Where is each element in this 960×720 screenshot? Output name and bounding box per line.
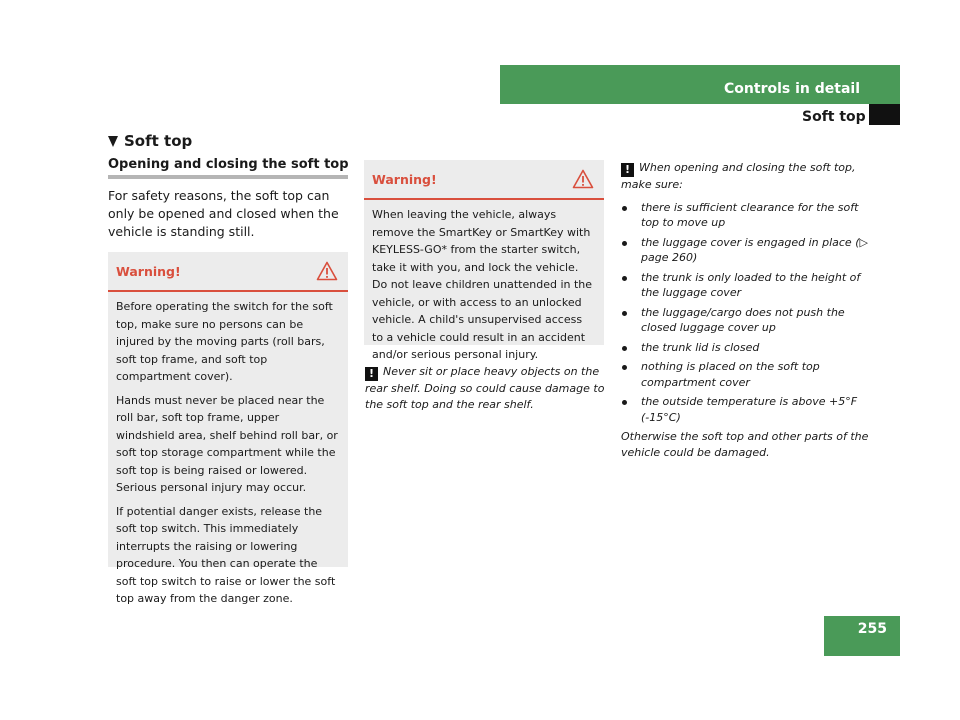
warning-paragraph: If potential danger exists, release the soft top switch. This immediately interrupts the raising or lowering procedure. You then can operate the soft top switch to raise or lower the soft top away from the danger zone. [116,504,336,605]
list-item-text: there is sufficient clearance for the soft top to move up [641,200,859,229]
main-heading [108,132,192,150]
list-item-text: the luggage cover is engaged in place (▷ page 260) [641,235,868,264]
main-heading-text: Soft top [124,132,193,150]
bullet-icon [622,346,627,351]
exclamation-icon: ! [621,163,634,177]
bullet-icon [622,241,627,246]
list-item [621,270,871,301]
note-intro-text: When opening and closing the soft top, make sure: [621,161,856,191]
bullet-icon [622,206,627,211]
warning-box-header [364,160,604,200]
page-number-box [824,616,900,656]
warning-box-body [364,200,604,378]
bullet-icon [622,276,627,281]
note-rear-shelf [365,364,607,412]
list-item [621,305,871,336]
list-item [621,394,871,425]
sub-heading: Opening and closing the soft top [108,157,349,172]
note-text: Never sit or place heavy objects on the rear shelf. Doing so could cause damage to the soft top and the rear shelf. [365,365,605,411]
warning-title: Warning! [372,172,437,187]
list-item-text: the luggage/cargo does not push the closed luggage cover up [641,305,845,334]
page-number: 255 [857,621,887,637]
chapter-title: Controls in detail [724,81,860,97]
bullet-icon [622,311,627,316]
list-item-text: the trunk is only loaded to the height of the luggage cover [641,270,861,299]
warning-triangle-icon [572,169,594,189]
list-item [621,200,871,231]
warning-box-header [108,252,348,292]
note-soft-top-conditions [621,160,871,460]
list-item [621,359,871,390]
list-item [621,235,871,266]
warning-paragraph: Hands must never be placed near the roll bar, soft top frame, upper windshield area, shelf behind roll bar, or soft top storage compartment while the soft top is being raised or lowered. Serious personal injury may occur. [116,393,338,494]
list-item [621,340,871,356]
warning-box-body [108,292,348,622]
warning-paragraph: Before operating the switch for the soft top, make sure no persons can be injured by the moving parts (roll bars, soft top frame, and soft top compartment cover). [116,300,333,383]
warning-title: Warning! [116,264,181,279]
list-item-text: nothing is placed on the soft top compartment cover [641,360,820,389]
list-item-text: the trunk lid is closed [641,340,760,354]
bullet-icon [622,400,627,405]
warning-box-operation [108,252,348,605]
section-marker-block [869,104,900,125]
section-title: Soft top [802,109,866,125]
exclamation-icon: ! [365,367,378,381]
warning-triangle-icon [316,261,338,281]
sub-heading-rule [108,175,348,179]
condition-list [621,200,871,426]
intro-paragraph: For safety reasons, the soft top can only be opened and closed when the vehicle is standing still. [108,188,339,239]
warning-paragraph: When leaving the vehicle, always remove the SmartKey or SmartKey with KEYLESS-GO* from the starter switch, take it with you, and lock the vehicle. Do not leave children unattended in the vehicle, or with access to an unlocked vehicle. A child's unsupervised access to a vehicle could result in an accident and/or serious personal injury. [372,208,593,361]
note-intro [621,160,871,193]
bullet-icon [622,365,627,370]
triangle-down-icon [108,136,118,147]
note-outro: Otherwise the soft top and other parts of the vehicle could be damaged. [621,430,869,459]
warning-box-leaving-vehicle [364,160,604,361]
chapter-header-band [500,65,900,104]
list-item-text: the outside temperature is above +5°F (-15°C) [641,395,858,424]
